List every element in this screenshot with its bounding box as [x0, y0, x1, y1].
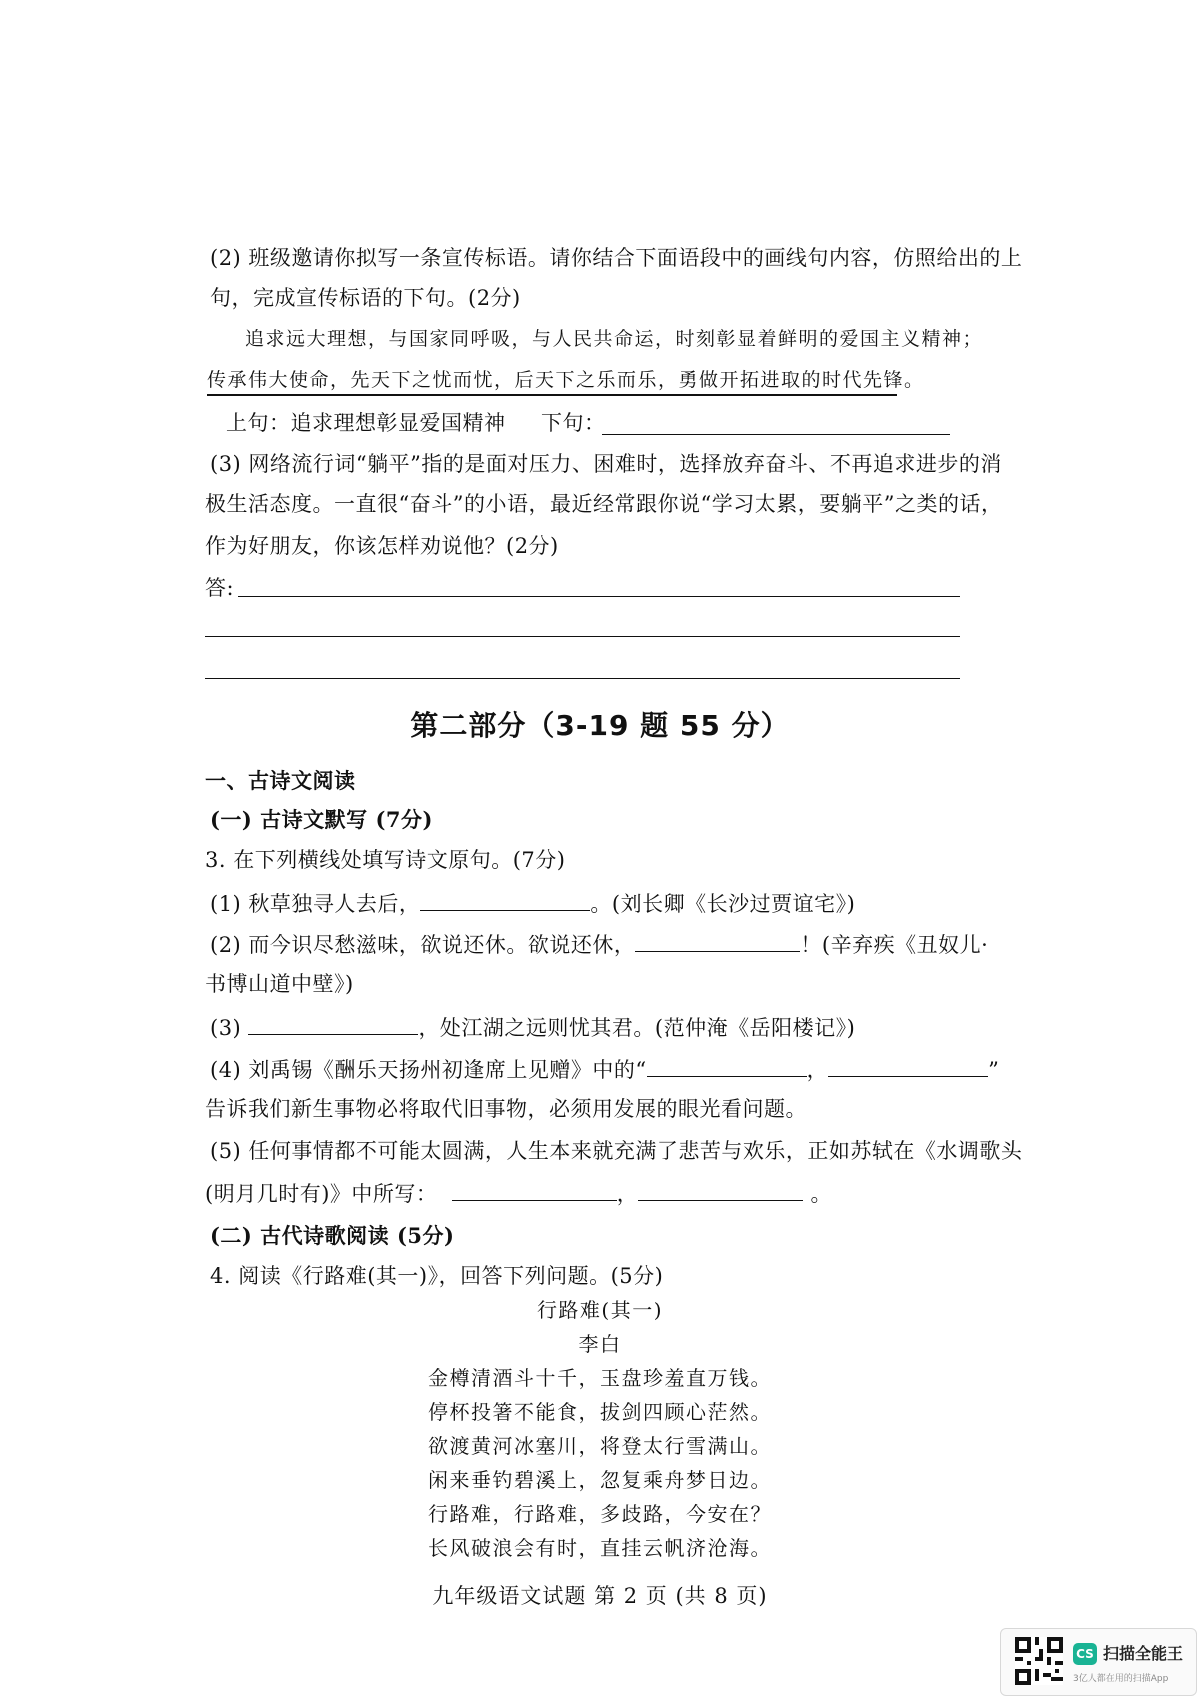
lower-sentence-blank[interactable]: [602, 434, 950, 435]
q3-4-continuation: 告诉我们新生事物必将取代旧事物，必须用发展的眼光看问题。: [205, 1097, 807, 1121]
poem-title: 行路难(其一): [536, 1298, 664, 1322]
upper-sentence: 上句：追求理想彰显爱国精神: [226, 411, 506, 435]
q3-5-prefix: (明月几时有)》中所写：: [205, 1182, 438, 1206]
answer-line-2[interactable]: [205, 636, 960, 637]
answer-label: 答:: [205, 576, 235, 600]
q3-2-suffix: ！(辛弃疾《丑奴儿·: [800, 933, 989, 957]
q3-5-blank-2[interactable]: [638, 1178, 803, 1201]
poem-line: 停杯投箸不能食，拔剑四顾心茫然。: [428, 1400, 772, 1424]
q2-2-prompt-line1: (2) 班级邀请你拟写一条宣传标语。请你结合下面语段中的画线句内容，仿照给出的上: [210, 246, 1023, 270]
q3-1-line: [210, 888, 855, 918]
scanner-tagline: 3亿人都在用的扫描App: [1073, 1674, 1169, 1684]
scanner-app-name: 扫描全能王: [1103, 1644, 1184, 1663]
q3-2-blank[interactable]: [635, 929, 800, 952]
lower-sentence-label: 下句：: [541, 411, 606, 435]
scanner-watermark: [1000, 1628, 1197, 1696]
q3-4-comma: ，: [806, 1058, 829, 1082]
part2-title: 第二部分（3-19 题 55 分）: [410, 709, 790, 742]
q3-3-blank[interactable]: [248, 1012, 418, 1035]
q3-3-line: [210, 1012, 855, 1042]
poem-line: 闲来垂钓碧溪上，忽复乘舟梦日边。: [428, 1468, 772, 1492]
answer-line-3[interactable]: [205, 678, 960, 679]
q3-3-suffix: ，处江湖之远则忧其君。(范仲淹《岳阳楼记》): [418, 1016, 856, 1040]
q3-5-line2: [205, 1178, 832, 1208]
q3-4-quote-close: ”: [988, 1058, 1000, 1082]
q3-5-period: 。: [810, 1182, 832, 1206]
q3-4-line: [210, 1054, 999, 1084]
q4-stem: 4. 阅读《行路难(其一)》，回答下列问题。(5分): [210, 1264, 664, 1288]
passage-underline: [207, 394, 897, 396]
subsection1-heading: (一) 古诗文默写 (7分): [210, 807, 433, 832]
passage-line2-underlined: 传承伟大使命，先天下之忧而忧，后天下之乐而乐，勇做开拓进取的时代先锋。: [207, 369, 925, 391]
section1-heading: 一、古诗文阅读: [205, 768, 356, 793]
q3-1-blank[interactable]: [420, 888, 590, 911]
poem-line: 长风破浪会有时，直挂云帆济沧海。: [428, 1536, 772, 1560]
q3-4-blank-2[interactable]: [828, 1054, 988, 1077]
q3-3-prefix: (3): [210, 1016, 242, 1040]
camscanner-logo-icon: CS: [1073, 1643, 1097, 1665]
subsection2-heading: (二) 古代诗歌阅读 (5分): [210, 1223, 455, 1248]
q3-4-prefix: (4) 刘禹锡《酬乐天扬州初逢席上见赠》中的“: [210, 1058, 647, 1082]
poem-author: 李白: [578, 1332, 622, 1356]
q3-1-suffix: 。(刘长卿《长沙过贾谊宅》): [590, 892, 856, 916]
q3-5-comma: ，: [616, 1182, 639, 1206]
q2-2-prompt-line2: 句，完成宣传标语的下句。(2分): [210, 286, 521, 310]
q3-5-blank-1[interactable]: [452, 1178, 617, 1201]
q2-3-line3: 作为好朋友，你该怎样劝说他？(2分): [205, 534, 559, 558]
qr-code-icon: [1015, 1637, 1063, 1685]
page-footer: 九年级语文试题 第 2 页 (共 8 页): [432, 1584, 768, 1608]
poem-line: 行路难，行路难，多歧路，今安在？: [428, 1502, 772, 1526]
answer-line-1[interactable]: [238, 596, 960, 597]
q3-5-line1: (5) 任何事情都不可能太圆满，人生本来就充满了悲苦与欢乐，正如苏轼在《水调歌头: [210, 1139, 1023, 1163]
q3-2-line: [210, 929, 988, 959]
q3-4-blank-1[interactable]: [647, 1054, 807, 1077]
q2-3-line1: (3) 网络流行词“躺平”指的是面对压力、困难时，选择放弃奋斗、不再追求进步的消: [210, 452, 1002, 476]
q3-1-prefix: (1) 秋草独寻人去后，: [210, 892, 421, 916]
poem-line: 金樽清酒斗十千，玉盘珍羞直万钱。: [428, 1366, 772, 1390]
q2-3-line2: 极生活态度。一直很“奋斗”的小语，最近经常跟你说“学习太累，要躺平”之类的话，: [205, 492, 1003, 516]
q3-2-prefix: (2) 而今识尽愁滋味，欲说还休。欲说还休，: [210, 933, 636, 957]
passage-line1: 追求远大理想，与国家同呼吸，与人民共命运，时刻彰显着鲜明的爱国主义精神；: [245, 328, 984, 350]
q3-stem: 3. 在下列横线处填写诗文原句。(7分): [205, 848, 566, 872]
q3-2-continuation: 书博山道中壁》): [205, 972, 354, 996]
poem-line: 欲渡黄河冰塞川，将登太行雪满山。: [428, 1434, 772, 1458]
